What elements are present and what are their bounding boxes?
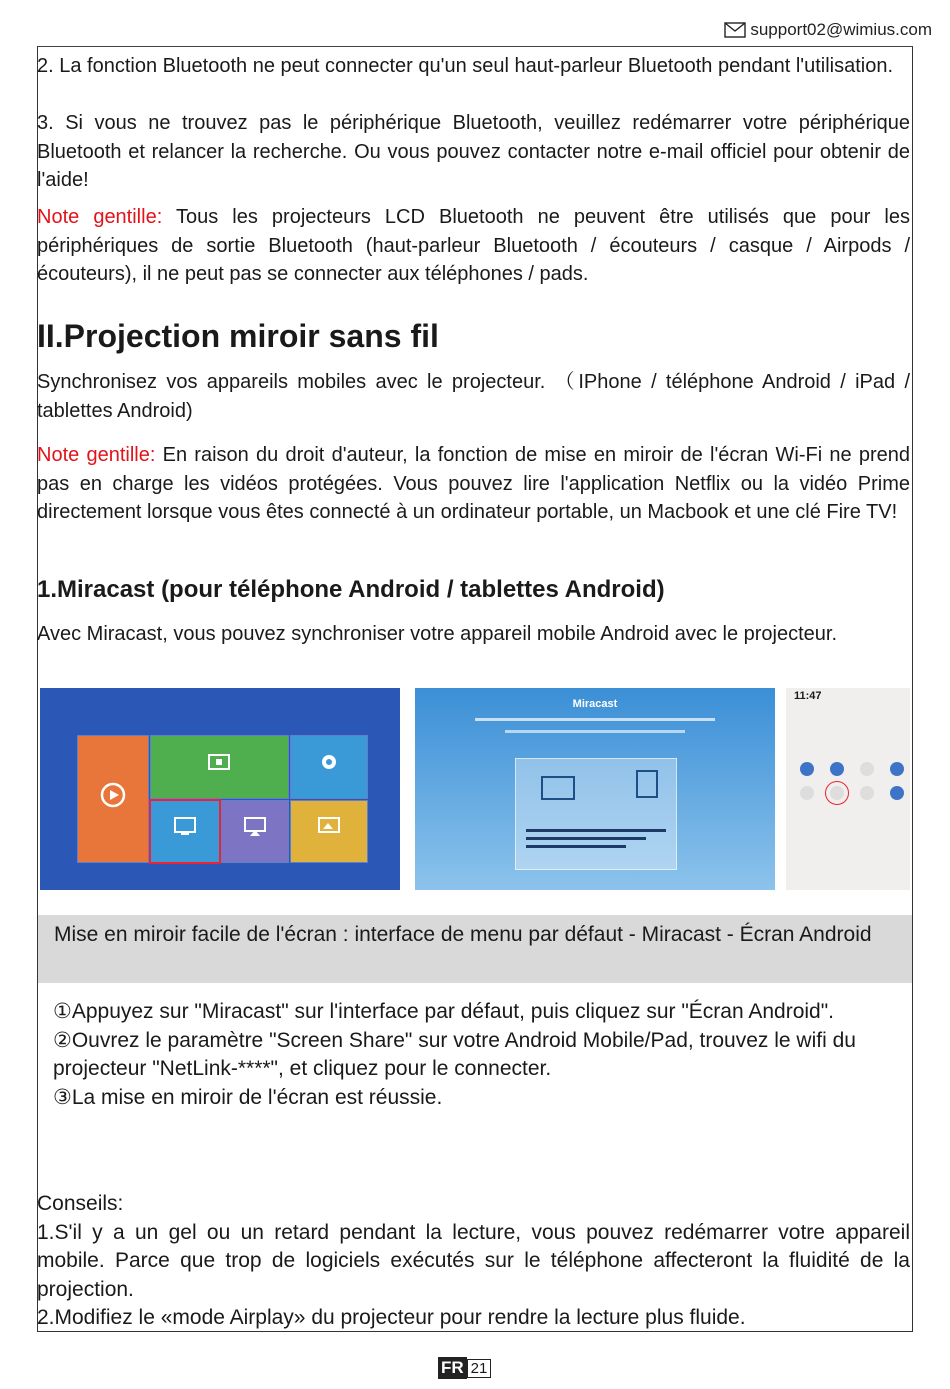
miracast-intro: Avec Miracast, vous pouvez synchroniser votre appareil mobile Android avec le projecteur. [37,623,838,645]
note-text: Tous les projecteurs LCD Bluetooth ne peuvent être utilisés que pour les périphériques de sortie Bluetooth (haut-parleur Bluetooth / écouteurs / casque / Airpods / écouteurs), il ne peut pas se connecter aux téléphones / pads. [37,206,910,286]
step-item: ①Appuyez sur "Miracast" sur l'interface par défaut, puis cliquez sur "Écran Android". [53,1000,835,1023]
page-number: 21 [467,1359,492,1378]
language-badge: FR [438,1357,467,1379]
device-panel [515,758,677,870]
toggle-icon [830,762,844,776]
section-title: II.Projection miroir sans fil [37,318,439,354]
subsection-title: 1.Miracast (pour téléphone Android / tablettes Android) [37,576,665,603]
screen-share-icon [830,786,844,800]
toggle-icon [860,762,874,776]
tile-multimedia [78,736,148,862]
quick-settings-grid [800,762,910,800]
menu-screenshot [40,688,400,890]
screen-icon [317,817,341,837]
tile-input [151,736,288,798]
step-item: ③La mise en miroir de l'écran est réussie. [53,1085,443,1109]
miracast-screenshot [415,688,775,890]
note-copyright [37,441,910,527]
tile-photo [291,801,367,862]
phone-time: 11:47 [794,690,822,702]
android-screen-icon [540,775,576,805]
toggle-icon [860,786,874,800]
toggle-icon [800,786,814,800]
tip-item: 2.Modifiez le «mode Airplay» du projecteur pour rendre la lecture plus fluide. [37,1306,746,1330]
airplay-icon [243,817,267,837]
note-label: Note gentille: [37,206,163,228]
sync-text: Synchronisez vos appareils mobiles avec le projecteur. （IPhone / téléphone Android / iPad / tablettes Android) [37,371,910,422]
toggle-icon [890,786,904,800]
input-icon [208,754,230,770]
tile-miracast [151,801,219,862]
tips-block [37,1190,910,1333]
note-bluetooth [37,203,910,289]
tile-airplay [222,801,288,862]
bluetooth-point-3: 3. Si vous ne trouvez pas le périphérique Bluetooth, veuillez redémarrer votre périphérique Bluetooth et relancer la recherche. Ou vous pouvez contacter notre e-mail officiel pour obtenir de l'aide! [37,112,910,192]
toggle-icon [890,762,904,776]
tips-title: Conseils: [37,1192,124,1215]
note-label: Note gentille: [37,444,156,466]
tile-setting [291,736,367,798]
page-footer [438,1357,491,1379]
caption-box: Mise en miroir facile de l'écran : interface de menu par défaut - Miracast - Écran Android [38,915,912,983]
miracast-title: Miracast [572,698,618,710]
gear-icon [319,752,339,772]
steps-list [53,998,903,1112]
note-text: En raison du droit d'auteur, la fonction de mise en miroir de l'écran Wi-Fi ne prend pas en charge les vidéos protégées. Vous pouvez lire l'application Netflix ou la vidéo Prime directement lorsque vous êtes connecté à un ordinateur portable, un Macbook et une clé Fire TV! [37,444,910,524]
step-item: ②Ouvrez le paramètre "Screen Share" sur votre Android Mobile/Pad, trouvez le wifi du projecteur "NetLink-****", et cliquez pour le connecter. [53,1028,856,1081]
cast-icon [173,817,197,837]
phone-icon [634,769,660,799]
bluetooth-point-2: 2. La fonction Bluetooth ne peut connecter qu'un seul haut-parleur Bluetooth pendant l'utilisation. [37,55,894,77]
support-email[interactable]: support02@wimius.com [750,20,932,39]
play-icon [100,782,126,808]
toggle-icon [800,762,814,776]
android-settings-screenshot [786,688,910,890]
tip-item: 1.S'il y a un gel ou un retard pendant la lecture, vous pouvez redémarrer votre appareil mobile. Parce que trop de logiciels exécutés sur le téléphone affecteront la fluidité de la projection. [37,1220,910,1301]
header-email [724,20,932,40]
mail-icon [724,22,746,38]
